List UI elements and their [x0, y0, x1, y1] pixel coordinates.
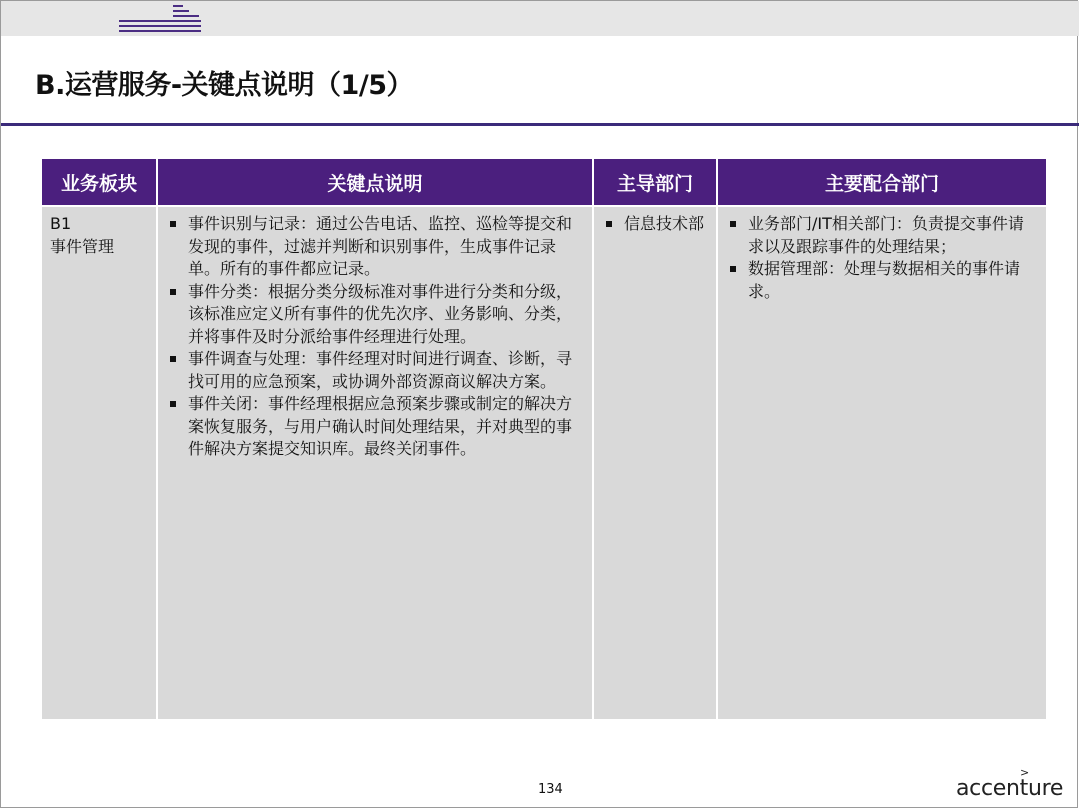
title-divider — [1, 123, 1079, 126]
table-header-row — [41, 159, 1047, 206]
module-code: B1 — [50, 214, 72, 233]
module-name: 事件管理 — [50, 236, 115, 256]
list-item: 信息技术部 — [602, 213, 708, 236]
brand-logo: accenture — [956, 776, 1064, 801]
support-dept-list — [726, 213, 1038, 303]
page-number: 134 — [538, 782, 563, 797]
list-item: 业务部门/IT相关部门：负责提交事件请求以及跟踪事件的处理结果； — [726, 213, 1038, 258]
header-support-dept: 主要配合部门 — [717, 159, 1047, 206]
header-lead-dept: 主导部门 — [593, 159, 717, 206]
brand-caret-icon: > — [1020, 766, 1030, 779]
list-item: 事件调查与处理：事件经理对时间进行调查、诊断，寻找可用的应急预案，或协调外部资源商议解决方案。 — [166, 348, 584, 393]
key-points-cell — [157, 206, 593, 719]
list-item: 事件关闭：事件经理根据应急预案步骤或制定的解决方案恢复服务，与用户确认时间处理结果，并对典型的事件解决方案提交知识库。最终关闭事件。 — [166, 393, 584, 461]
table-row — [41, 206, 1047, 719]
top-bar — [1, 1, 1079, 36]
lead-dept-cell — [593, 206, 717, 719]
list-item: 数据管理部：处理与数据相关的事件请求。 — [726, 258, 1038, 303]
slide-title: B.运营服务-关键点说明（1/5） — [35, 70, 413, 101]
list-item: 事件识别与记录：通过公告电话、监控、巡检等提交和发现的事件，过滤并判断和识别事件，生成事件记录单。所有的事件都应记录。 — [166, 213, 584, 281]
stripes-logo-icon — [119, 3, 203, 35]
header-module: 业务板块 — [41, 159, 157, 206]
support-dept-cell — [717, 206, 1047, 719]
key-points-list — [166, 213, 584, 461]
lead-dept-list — [602, 213, 708, 236]
key-points-table — [40, 159, 1048, 719]
module-cell — [41, 206, 157, 719]
list-item: 事件分类：根据分类分级标准对事件进行分类和分级，该标准应定义所有事件的优先次序、业务影响、分类，并将事件及时分派给事件经理进行处理。 — [166, 281, 584, 349]
header-key-points: 关键点说明 — [157, 159, 593, 206]
